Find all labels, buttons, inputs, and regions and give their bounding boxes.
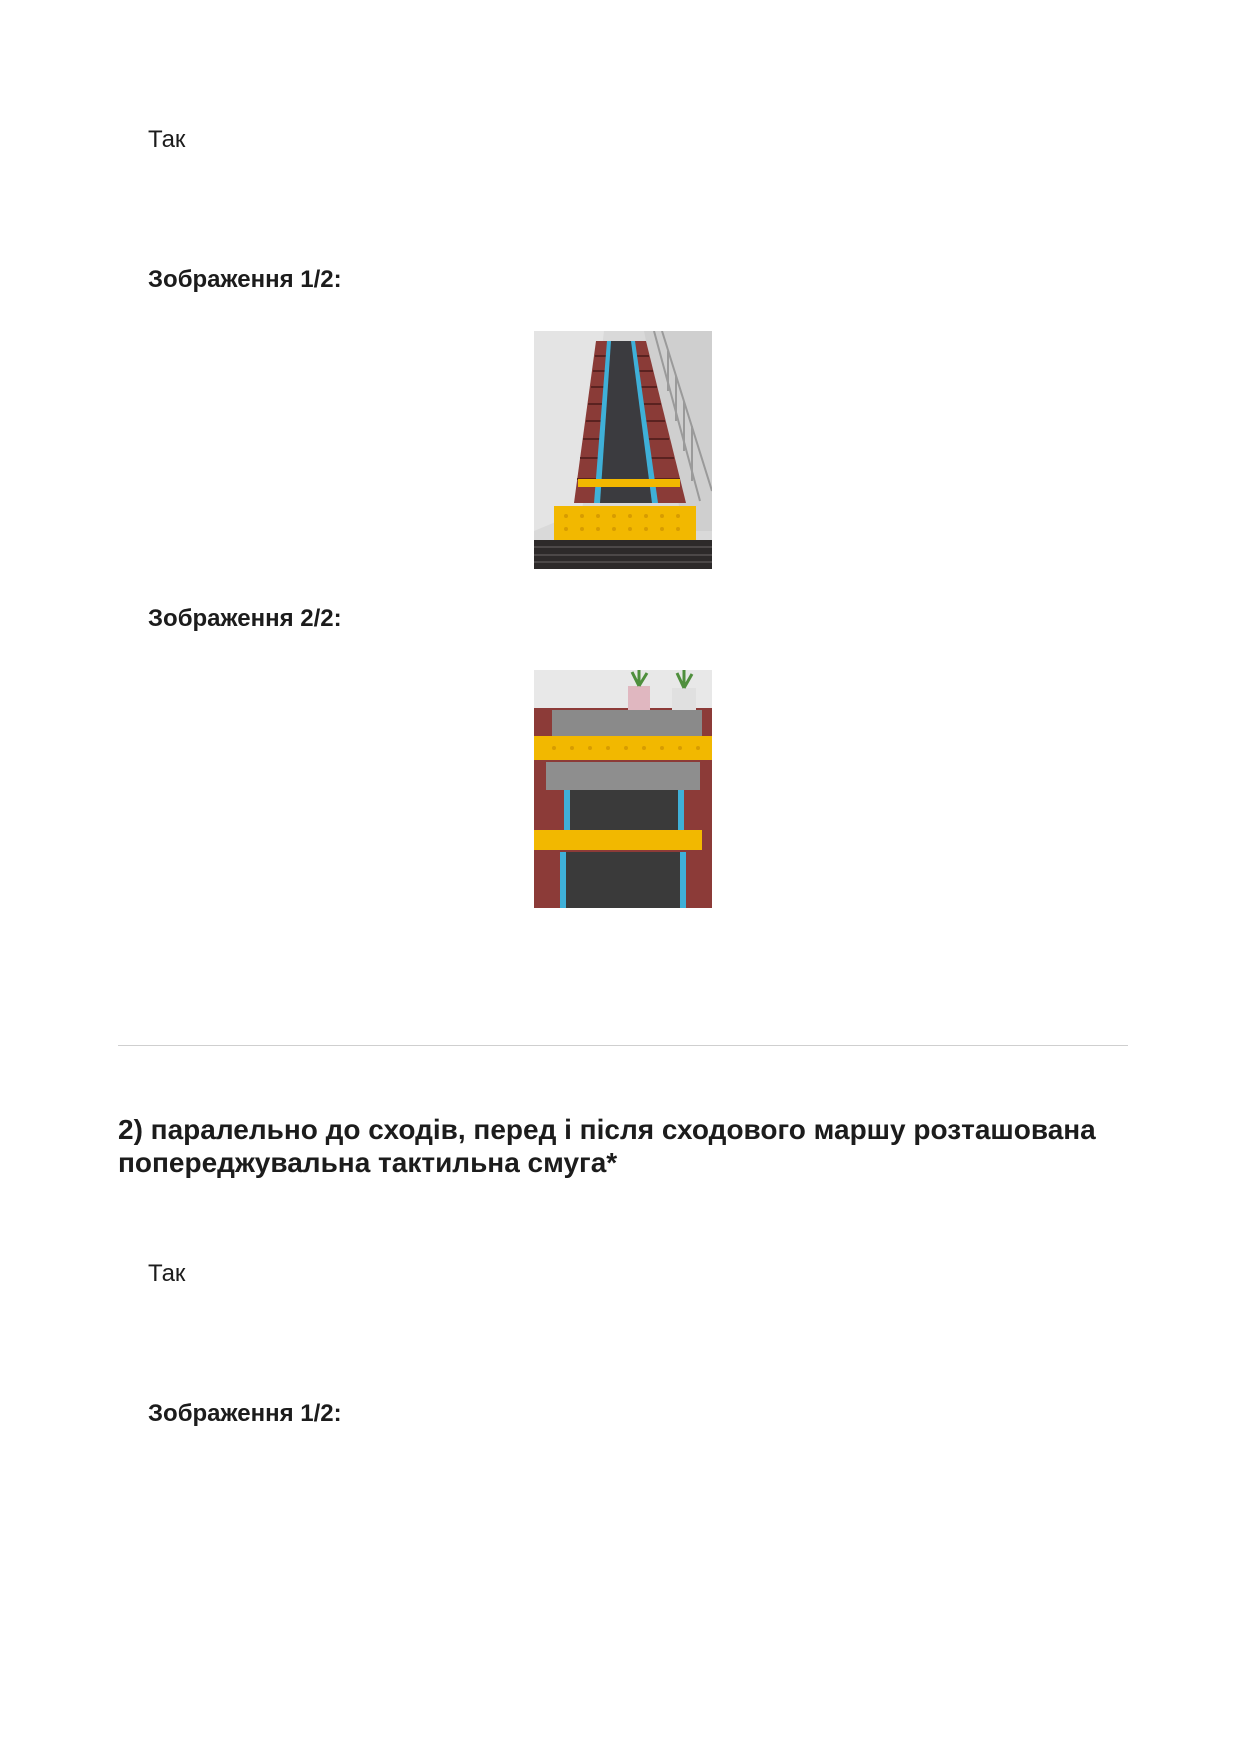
answer-text: Так [148, 126, 186, 153]
image-label: Зображення 2/2: [148, 605, 342, 632]
answer-text: Так [148, 1260, 186, 1287]
image-label: Зображення 1/2: [148, 1400, 342, 1427]
stairs-photo-1 [534, 331, 712, 569]
question-line-2: попереджувальна тактильна смуга* [118, 1147, 618, 1178]
image-label: Зображення 1/2: [148, 266, 342, 293]
stairs-photo-2 [534, 670, 712, 908]
section-divider [118, 1045, 1128, 1046]
question-line-1: 2) паралельно до сходів, перед і після сходового маршу розташована [118, 1114, 1096, 1145]
question-title [118, 1113, 1118, 1179]
